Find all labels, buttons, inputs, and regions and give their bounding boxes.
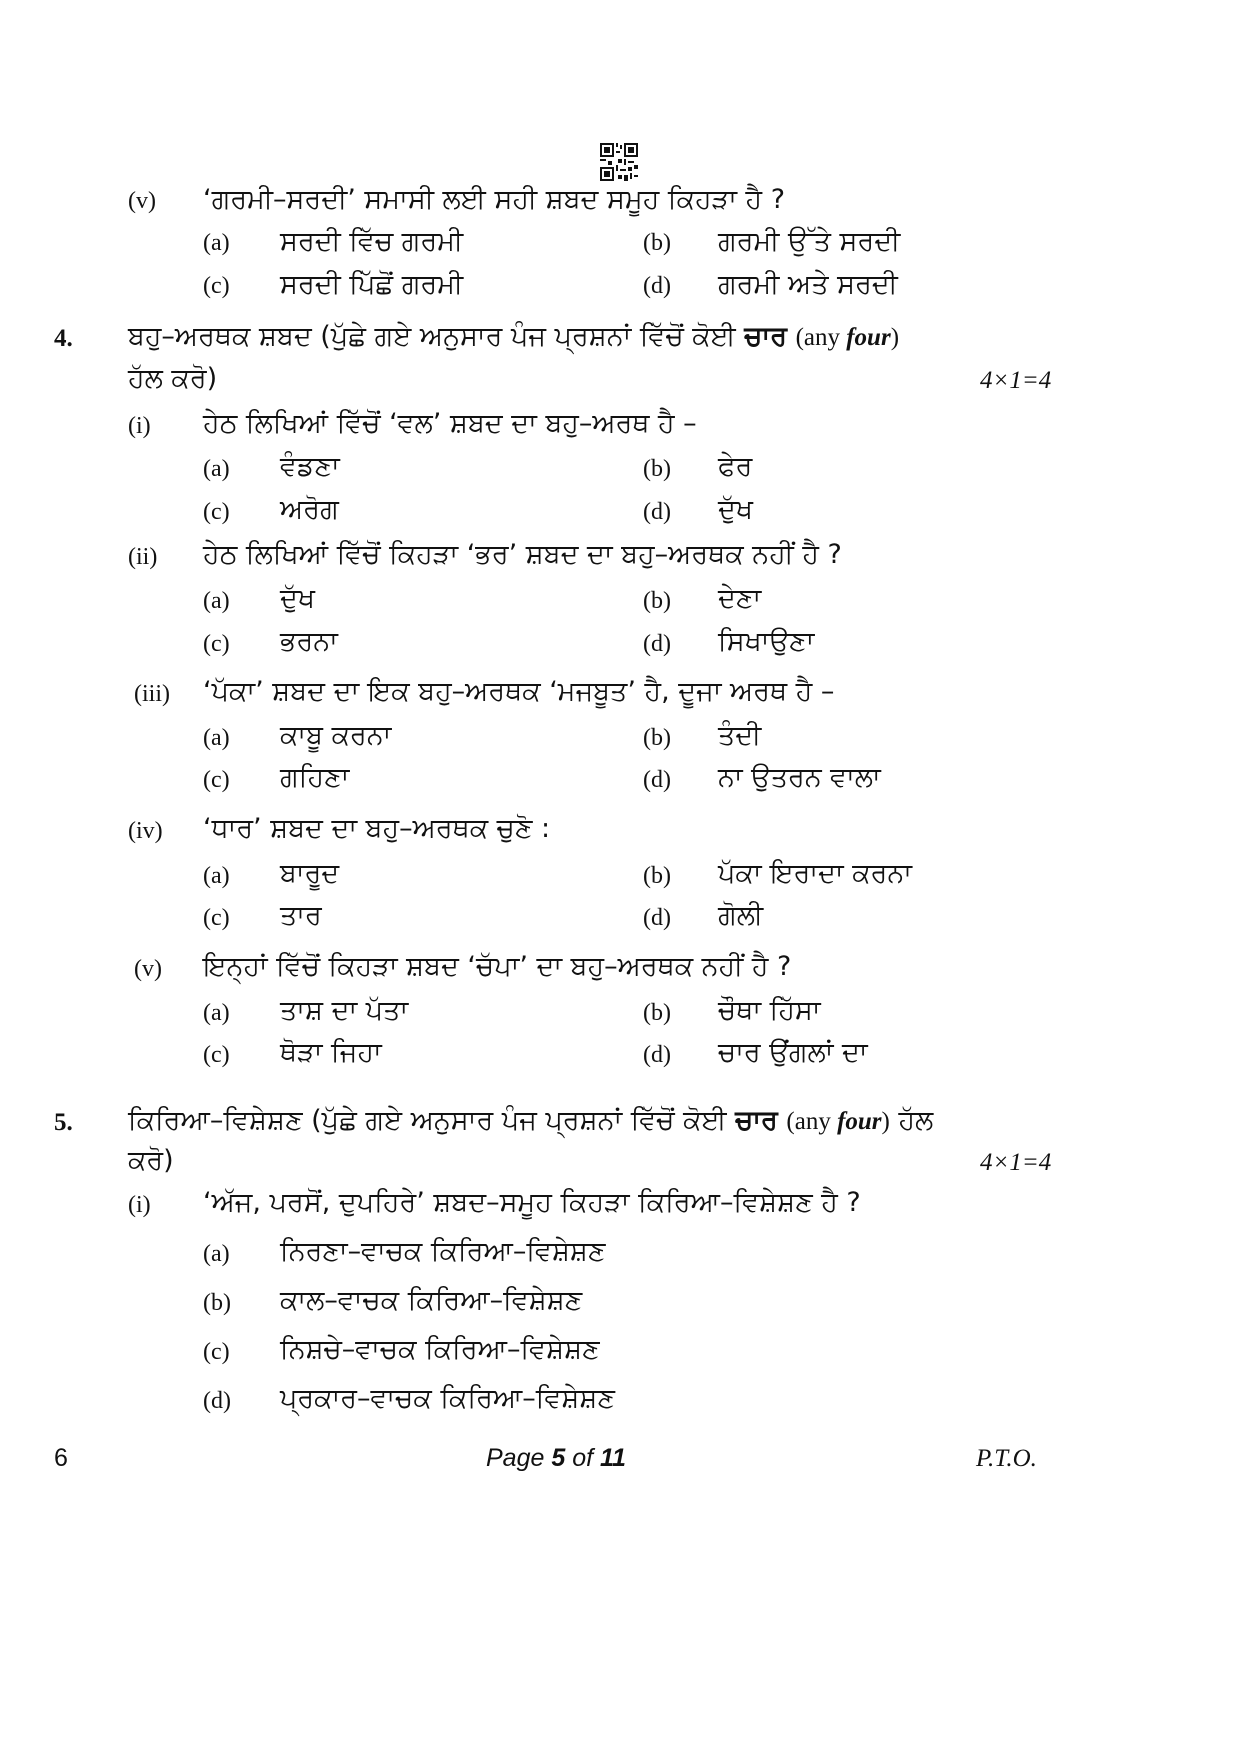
- option-text: ਨਾ ਉਤਰਨ ਵਾਲਾ: [718, 762, 881, 793]
- option-text: ਵੰਡਣਾ: [280, 451, 340, 482]
- option-label: (d): [643, 767, 671, 793]
- section-instruction: ਬਹੁ–ਅਰਥਕ ਸ਼ਬਦ (ਪੁੱਛੇ ਗਏ ਅਨੁਸਾਰ ਪੰਜ ਪ੍ਰਸ਼ਨਾਂ ਵਿੱਚੋਂ ਕੋਈ ਚਾਰ (any four): [128, 321, 900, 352]
- option-label: (c): [203, 905, 230, 931]
- option-text: ਕਾਬੂ ਕਰਨਾ: [280, 720, 392, 751]
- question-label: (iv): [128, 818, 163, 844]
- option-text: ਗਹਿਣਾ: [280, 762, 350, 793]
- marks-allocation: 4×1=4: [980, 1149, 1052, 1176]
- question-label: (iii): [134, 681, 170, 707]
- option-label: (c): [203, 273, 230, 299]
- option-label: (d): [643, 905, 671, 931]
- option-text: ਨਿਸ਼ਚੇ–ਵਾਚਕ ਕਿਰਿਆ–ਵਿਸ਼ੇਸ਼ਣ: [280, 1334, 600, 1365]
- paper-code: 6: [54, 1444, 68, 1472]
- question-text: ਹੇਠ ਲਿਖਿਆਂ ਵਿੱਚੋਂ ‘ਵਲ’ ਸ਼ਬਦ ਦਾ ਬਹੁ–ਅਰਥ ਹੈ –: [203, 408, 697, 439]
- option-label: (a): [203, 456, 230, 482]
- option-text: ਦੁੱਖ: [280, 583, 315, 614]
- question-text: ‘ਗਰਮੀ–ਸਰਦੀ’ ਸਮਾਸੀ ਲਈ ਸਹੀ ਸ਼ਬਦ ਸਮੂਹ ਕਿਹੜਾ ਹੈ ?: [203, 184, 786, 215]
- section-instruction-cont: ਕਰੋ): [128, 1145, 174, 1176]
- option-label: (c): [203, 631, 230, 657]
- option-text: ਤਾਸ਼ ਦਾ ਪੱਤਾ: [280, 995, 409, 1026]
- option-text: ਦੇਣਾ: [718, 583, 762, 614]
- qr-code-icon: [600, 143, 638, 181]
- question-text: ‘ਅੱਜ, ਪਰਸੋਂ, ਦੁਪਹਿਰੇ’ ਸ਼ਬਦ–ਸਮੂਹ ਕਿਹੜਾ ਕਿਰਿਆ–ਵਿਸ਼ੇਸ਼ਣ ਹੈ ?: [203, 1187, 861, 1218]
- option-label: (a): [203, 725, 230, 751]
- option-text: ਤੰਦੀ: [718, 720, 762, 751]
- question-text: ‘ਧਾਰ’ ਸ਼ਬਦ ਦਾ ਬਹੁ–ਅਰਥਕ ਚੁਣੋ :: [203, 813, 551, 844]
- option-label: (c): [203, 767, 230, 793]
- option-label: (d): [203, 1388, 231, 1414]
- option-label: (d): [643, 631, 671, 657]
- question-text: ਇਨ੍ਹਾਂ ਵਿੱਚੋਂ ਕਿਹੜਾ ਸ਼ਬਦ ‘ਚੱਪਾ’ ਦਾ ਬਹੁ–ਅਰਥਕ ਨਹੀਂ ਹੈ ?: [203, 951, 792, 982]
- question-text: ‘ਪੱਕਾ’ ਸ਼ਬਦ ਦਾ ਇਕ ਬਹੁ–ਅਰਥਕ ‘ਮਜਬੂਤ’ ਹੈ, ਦੂਜਾ ਅਰਥ ਹੈ –: [203, 676, 835, 707]
- option-label: (a): [203, 230, 230, 256]
- option-text: ਬਾਰੂਦ: [280, 858, 340, 889]
- option-text: ਸਰਦੀ ਪਿੱਛੋਂ ਗਰਮੀ: [280, 269, 464, 300]
- emphasis-char: ਚਾਰ: [744, 321, 787, 352]
- question-label: (ii): [128, 544, 158, 570]
- option-text: ਗਰਮੀ ਅਤੇ ਸਰਦੀ: [718, 269, 898, 300]
- emphasis-char: ਚਾਰ: [735, 1105, 778, 1136]
- option-text: ਪੱਕਾ ਇਰਾਦਾ ਕਰਨਾ: [718, 858, 912, 889]
- question-label: (i): [128, 1192, 151, 1218]
- option-label: (a): [203, 588, 230, 614]
- option-text: ਚੌਥਾ ਹਿੱਸਾ: [718, 995, 821, 1026]
- option-label: (a): [203, 863, 230, 889]
- option-text: ਗਰਮੀ ਉੱਤੇ ਸਰਦੀ: [718, 226, 901, 257]
- page-number: Page 5 of 11: [486, 1444, 626, 1472]
- question-label: (v): [134, 956, 162, 982]
- question-number: 4.: [54, 325, 73, 352]
- option-text: ਦੁੱਖ: [718, 494, 753, 525]
- option-text: ਸਿਖਾਉਣਾ: [718, 626, 815, 657]
- question-label: (i): [128, 413, 151, 439]
- option-label: (b): [643, 230, 671, 256]
- option-text: ਨਿਰਣਾ–ਵਾਚਕ ਕਿਰਿਆ–ਵਿਸ਼ੇਸ਼ਣ: [280, 1236, 606, 1267]
- section-instruction-cont: ਹੱਲ ਕਰੋ): [128, 363, 218, 394]
- option-text: ਫੇਰ: [718, 451, 753, 482]
- question-label: (v): [128, 188, 156, 214]
- option-text: ਥੋੜਾ ਜਿਹਾ: [280, 1037, 382, 1068]
- option-label: (b): [643, 863, 671, 889]
- marks-allocation: 4×1=4: [980, 367, 1052, 394]
- option-text: ਤਾਰ: [280, 900, 322, 931]
- section-instruction: ਕਿਰਿਆ–ਵਿਸ਼ੇਸ਼ਣ (ਪੁੱਛੇ ਗਏ ਅਨੁਸਾਰ ਪੰਜ ਪ੍ਰਸ਼ਨਾਂ ਵਿੱਚੋਂ ਕੋਈ ਚਾਰ (any four) ਹੱਲ: [128, 1105, 934, 1136]
- question-text: ਹੇਠ ਲਿਖਿਆਂ ਵਿੱਚੋਂ ਕਿਹੜਾ ‘ਭਰ’ ਸ਼ਬਦ ਦਾ ਬਹੁ–ਅਰਥਕ ਨਹੀਂ ਹੈ ?: [203, 539, 842, 570]
- option-text: ਪ੍ਰਕਾਰ–ਵਾਚਕ ਕਿਰਿਆ–ਵਿਸ਼ੇਸ਼ਣ: [280, 1383, 615, 1414]
- option-label: (b): [643, 588, 671, 614]
- option-label: (c): [203, 1042, 230, 1068]
- option-text: ਗੋਲੀ: [718, 900, 764, 931]
- question-number: 5.: [54, 1109, 73, 1136]
- option-label: (b): [643, 725, 671, 751]
- option-label: (d): [643, 499, 671, 525]
- option-label: (b): [203, 1290, 231, 1316]
- option-text: ਚਾਰ ਉਂਗਲਾਂ ਦਾ: [718, 1037, 868, 1068]
- option-label: (b): [643, 456, 671, 482]
- option-label: (d): [643, 273, 671, 299]
- option-text: ਅਰੋਗ: [280, 494, 339, 525]
- option-label: (b): [643, 1000, 671, 1026]
- option-text: ਭਰਨਾ: [280, 626, 338, 657]
- pto-label: P.T.O.: [976, 1445, 1037, 1472]
- option-text: ਕਾਲ–ਵਾਚਕ ਕਿਰਿਆ–ਵਿਸ਼ੇਸ਼ਣ: [280, 1285, 583, 1316]
- option-label: (a): [203, 1000, 230, 1026]
- option-label: (c): [203, 1339, 230, 1365]
- option-label: (a): [203, 1241, 230, 1267]
- option-label: (d): [643, 1042, 671, 1068]
- option-text: ਸਰਦੀ ਵਿੱਚ ਗਰਮੀ: [280, 226, 464, 257]
- option-label: (c): [203, 499, 230, 525]
